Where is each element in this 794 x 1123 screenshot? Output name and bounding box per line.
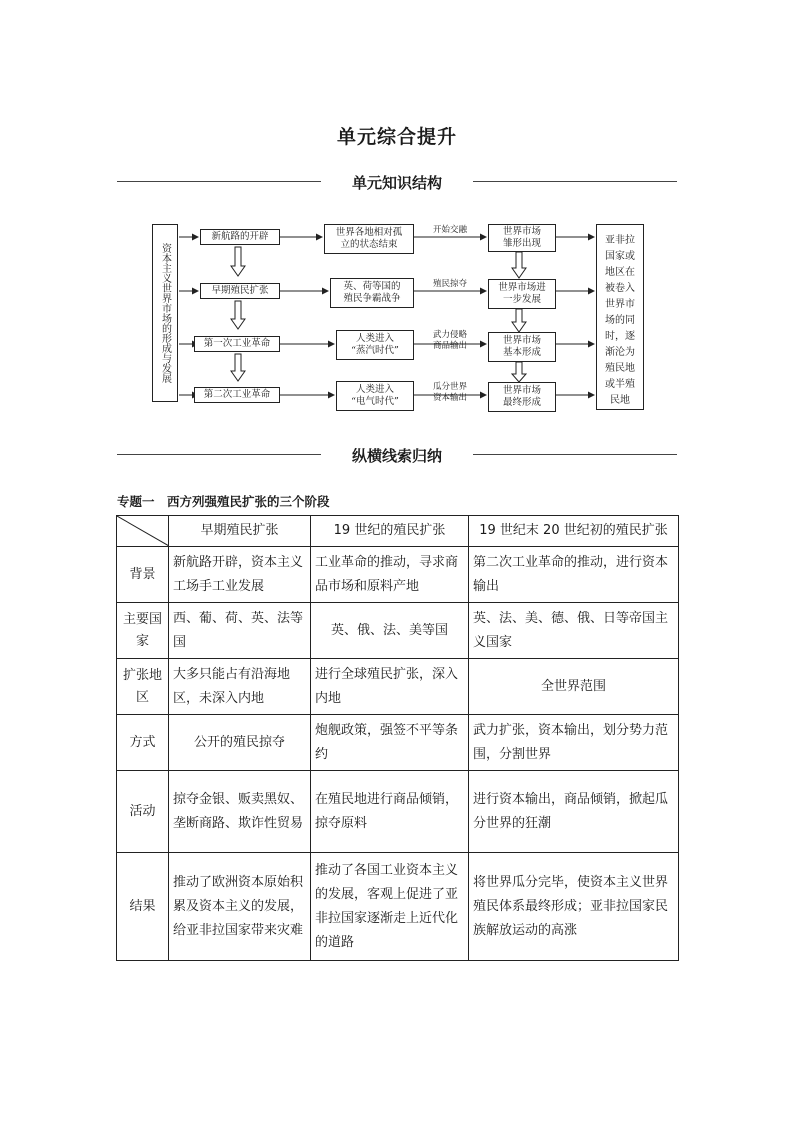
topic-heading: 专题一 西方列强殖民扩张的三个阶段 (117, 494, 330, 509)
table-corner-cell (117, 516, 169, 547)
diagram-text: 殖民争霸战争 (343, 293, 401, 304)
diagram-col2-box (336, 330, 414, 360)
arrow-label: 殖民掠夺 (432, 279, 467, 289)
table-cell: 推动了各国工业资本主义的发展，客观上促进了亚非拉国家逐渐走上近代化的道路 (311, 853, 469, 961)
diagram-col3-box (488, 382, 556, 412)
table-row (117, 547, 679, 603)
diagram-col2-box (324, 224, 414, 254)
table-cell: 新航路开辟，资本主义工场手工业发展 (169, 547, 311, 603)
diagram-left-label: 资本主义世界市场的形成与发展 (152, 224, 178, 402)
divider-right (473, 181, 677, 182)
table-row (117, 659, 679, 715)
section-title: 纵横线索归纳 (351, 447, 442, 465)
diagram-text: 人类进入 (355, 384, 394, 395)
table-cell: 公开的殖民掠夺 (169, 715, 311, 771)
table-row (117, 603, 679, 659)
section-title: 单元知识结构 (351, 174, 442, 192)
diagram-text: 资本输出 (432, 393, 467, 403)
diagram-text: 世界市场 (502, 335, 541, 346)
knowledge-structure-diagram (150, 222, 650, 417)
arrow-label (420, 382, 480, 404)
table-header: 19 世纪末 20 世纪初的殖民扩张 (469, 516, 679, 547)
table-header-row (117, 516, 679, 547)
diagram-col2-box (336, 381, 414, 411)
diagram-col1-box: 新航路的开辟 (200, 229, 280, 245)
table-row (117, 853, 679, 961)
diagram-col1-box: 早期殖民扩张 (200, 283, 280, 299)
row-label: 主要国家 (117, 603, 169, 659)
table-cell: 在殖民地进行商品倾销，掠夺原料 (311, 771, 469, 853)
table-cell: 将世界瓜分完毕，使资本主义世界殖民体系最终形成；亚非拉国家民族解放运动的高涨 (469, 853, 679, 961)
row-label: 活动 (117, 771, 169, 853)
section-heading-clues (117, 445, 677, 465)
diagram-text: 商品输出 (432, 341, 467, 351)
diagram-text: 人类进入 (355, 333, 394, 344)
table-cell: 炮舰政策，强签不平等条约 (311, 715, 469, 771)
table-cell: 武力扩张，资本输出，划分势力范围，分割世界 (469, 715, 679, 771)
divider-right (473, 454, 677, 455)
diagram-result-box: 亚非拉国家或地区在被卷入世界市场的同时，逐渐沦为殖民地或半殖民地 (596, 224, 644, 410)
table-cell: 西、葡、荷、英、法等国 (169, 603, 311, 659)
table-header: 19 世纪的殖民扩张 (311, 516, 469, 547)
table-row (117, 715, 679, 771)
diagram-text: 立的状态结束 (340, 239, 398, 250)
row-label: 结果 (117, 853, 169, 961)
table-cell: 第二次工业革命的推动，进行资本输出 (469, 547, 679, 603)
diagram-col1-box: 第一次工业革命 (194, 336, 280, 352)
diagram-col1-box: 第二次工业革命 (194, 387, 280, 403)
diagram-text: 世界市场 (502, 226, 541, 237)
colonial-expansion-table (116, 515, 679, 961)
table-cell: 工业革命的推动，寻求商品市场和原料产地 (311, 547, 469, 603)
diagram-col3-box (488, 279, 556, 309)
row-label: 扩张地区 (117, 659, 169, 715)
arrow-label: 开始交融 (432, 225, 467, 235)
diagram-text: 一步发展 (502, 294, 541, 305)
diagram-text: 世界市场进 (498, 282, 546, 293)
table-cell: 英、法、美、德、俄、日等帝国主义国家 (469, 603, 679, 659)
table-cell: 推动了欧洲资本原始积累及资本主义的发展，给亚非拉国家带来灾难 (169, 853, 311, 961)
page-title: 单元综合提升 (336, 126, 457, 148)
diagram-col3-box (488, 224, 556, 252)
table-cell: 进行资本输出，商品倾销，掀起瓜分世界的狂潮 (469, 771, 679, 853)
table-cell: 掠夺金银、贩卖黑奴、垄断商路、欺诈性贸易 (169, 771, 311, 853)
table-cell: 全世界范围 (469, 659, 679, 715)
diagram-col3-box (488, 332, 556, 362)
table-cell: 进行全球殖民扩张，深入内地 (311, 659, 469, 715)
diagram-text: 最终形成 (502, 397, 541, 408)
diagram-text: “电气时代” (351, 396, 399, 407)
diagram-text: 瓜分世界 (432, 382, 467, 392)
row-label: 背景 (117, 547, 169, 603)
arrow-label (420, 330, 480, 352)
table-header: 早期殖民扩张 (169, 516, 311, 547)
diagram-col2-box (330, 278, 414, 308)
diagram-text: 雏形出现 (502, 238, 541, 249)
row-label: 方式 (117, 715, 169, 771)
diagram-text: 基本形成 (502, 347, 541, 358)
section-heading-structure (117, 172, 677, 192)
diagram-text: “蒸汽时代” (351, 345, 399, 356)
diagram-text: 世界市场 (502, 385, 541, 396)
table-row (117, 771, 679, 853)
table-cell: 大多只能占有沿海地区，未深入内地 (169, 659, 311, 715)
table-cell: 英、俄、法、美等国 (311, 603, 469, 659)
diagram-text: 世界各地相对孤 (335, 227, 403, 238)
diagram-text: 英、荷等国的 (343, 281, 401, 292)
diagram-text: 武力侵略 (432, 330, 467, 340)
